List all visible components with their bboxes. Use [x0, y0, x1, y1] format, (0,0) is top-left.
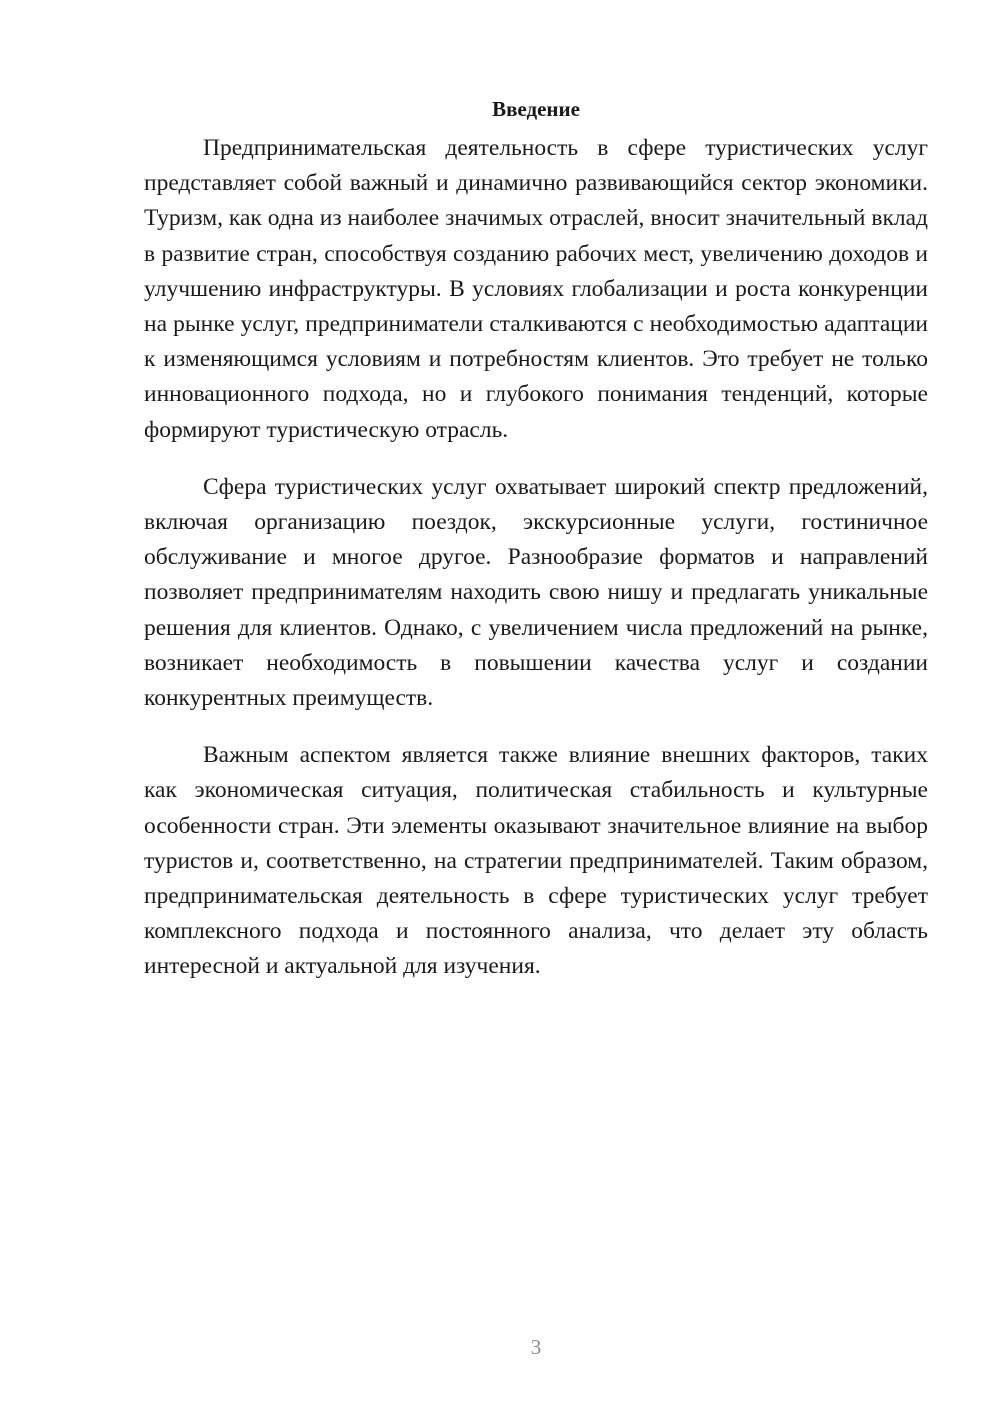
- paragraph-1: Предпринимательская деятельность в сфере туристических услуг представляет собой важный и динамично развивающийся сектор экономики. Туризм, как одна из наиболее значимых отраслей, вносит значительный вклад в развитие стран, способствуя созданию рабочих мест, увеличению доходов и улучшению инфраструктуры. В условиях глобализации и роста конкуренции на рынке услуг, предприниматели сталкиваются с необходимостью адаптации к изменяющимся условиям и потребностям клиентов. Это требует не только инновационного подхода, но и глубокого понимания тенденций, которые формируют туристическую отрасль.: [144, 135, 928, 443]
- section-title: Введение: [492, 97, 580, 121]
- page-content: [144, 92, 928, 985]
- page-number: 3: [530, 1335, 542, 1359]
- paragraph-3: Важным аспектом является также влияние внешних факторов, таких как экономическая ситуация, политическая стабильность и культурные особенности стран. Эти элементы оказывают значительное влияние на выбор туристов и, соответственно, на стратегии предпринимателей. Таким образом, предпринимательская деятельность в сфере туристических услуг требует комплексного подхода и постоянного анализа, что делает эту область интересной и актуальной для изучения.: [144, 742, 928, 980]
- paragraph-2: Сфера туристических услуг охватывает широкий спектр предложений, включая организацию поездок, экскурсионные услуги, гостиничное обслуживание и многое другое. Разнообразие форматов и направлений позволяет предпринимателям находить свою нишу и предлагать уникальные решения для клиентов. Однако, с увеличением числа предложений на рынке, возникает необходимость в повышении качества услуг и создании конкурентных преимуществ.: [144, 473, 928, 712]
